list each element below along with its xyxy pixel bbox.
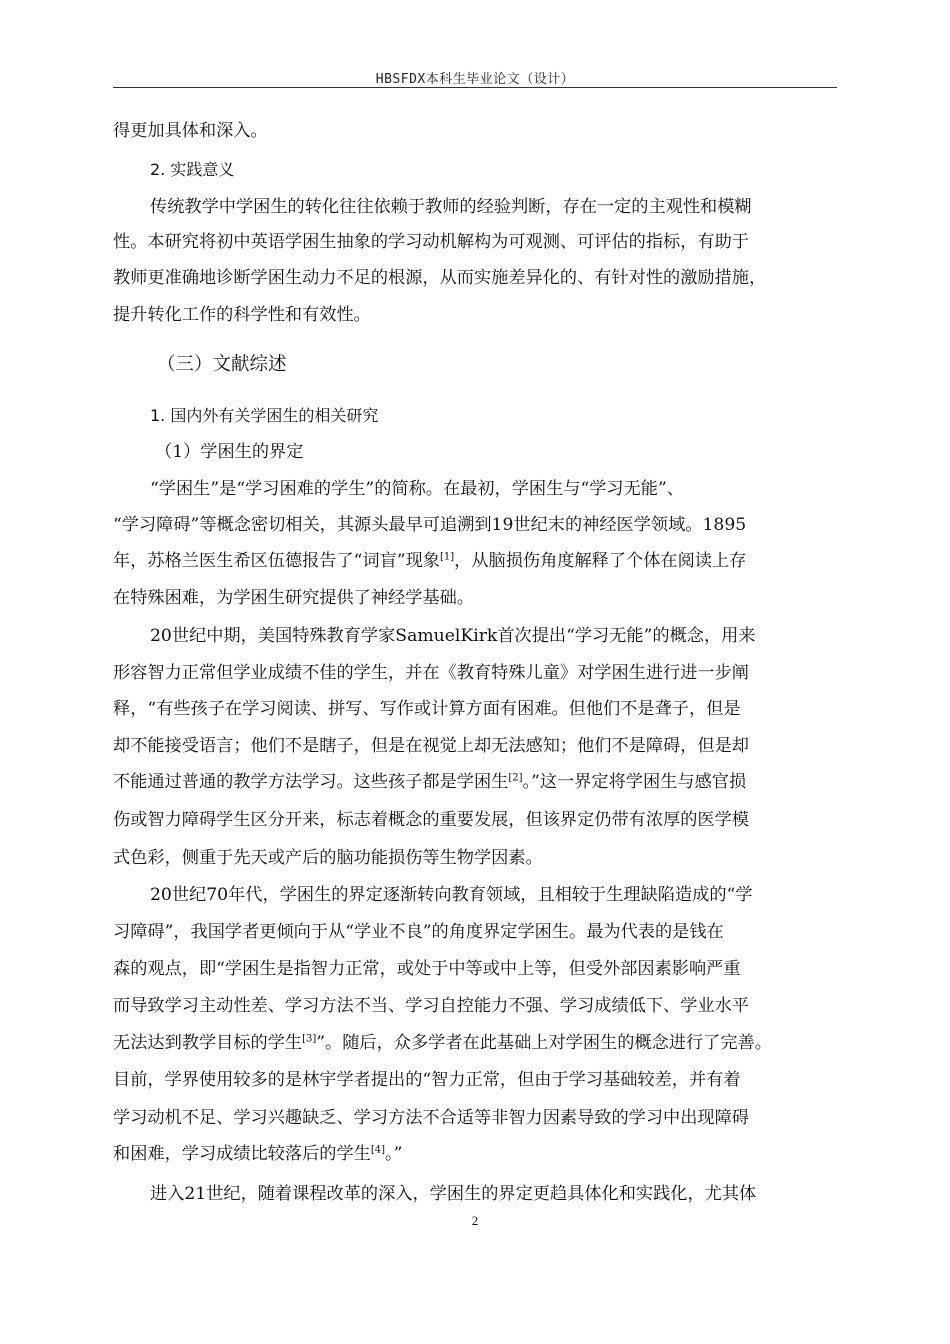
page-header: HBSFDX本科生毕业论文（设计） — [375, 72, 575, 87]
paragraph-line — [113, 770, 837, 794]
line-text: 不能通过普通的教学方法学习。这些孩子都是学困生 — [113, 772, 509, 792]
subsection-heading: 2. 实践意义 — [150, 160, 235, 179]
section-heading: （三）文献综述 — [157, 354, 287, 375]
paragraph-line: 而导致学习主动性差、学习方法不当、学习自控能力不强、学习成绩低下、学业水平 — [113, 996, 749, 1016]
paragraph-line: 20世纪中期，美国特殊教育学家SamuelKirk首次提出“学习无能”的概念，用来 — [150, 626, 756, 646]
paragraph-line: 习障碍”，我国学者更倾向于从“学业不良”的角度界定学困生。最为代表的是钱在 — [113, 922, 724, 942]
line-text: 年，苏格兰医生希区伍德报告了“词盲”现象 — [113, 551, 440, 571]
page-number: 2 — [471, 1213, 479, 1228]
paragraph-line: 森的观点，即“学困生是指智力正常，或处于中等或中上等，但受外部因素影响严重 — [113, 959, 741, 979]
line-text: 。” — [385, 1144, 403, 1164]
citation-marker: [3] — [302, 1033, 317, 1045]
paragraph-line: 却不能接受语言；他们不是瞎子，但是在视觉上却无法感知；他们不是障碍，但是却 — [113, 736, 749, 756]
paragraph-line: 在特殊困难，为学困生研究提供了神经学基础。 — [113, 588, 474, 608]
paragraph-line — [113, 1142, 837, 1166]
paragraph-line: 得更加具体和深入。 — [113, 121, 268, 141]
paragraph-line: 释，“有些孩子在学习阅读、拼写、写作或计算方面有困难。但他们不是聋子，但是 — [113, 699, 741, 719]
paragraph-line: 进入21世纪，随着课程改革的深入，学困生的界定更趋具体化和实践化，尤其体 — [150, 1184, 757, 1204]
paragraph-line: 传统教学中学困生的转化往往依赖于教师的经验判断，存在一定的主观性和模糊 — [150, 197, 752, 217]
paragraph-line: “学习障碍”等概念密切相关，其源头最早可追溯到19世纪末的神经医学领域。1895 — [113, 515, 747, 535]
citation-marker: [4] — [370, 1144, 385, 1156]
line-text: 无法达到教学目标的学生 — [113, 1033, 303, 1053]
paragraph-line — [113, 549, 837, 573]
paragraph-line — [113, 1031, 837, 1055]
paragraph-line: “学困生”是“学习困难的学生”的简称。在最初，学困生与“学习无能”、 — [150, 479, 684, 499]
paragraph-line: 教师更准确地诊断学困生动力不足的根源，从而实施差异化的、有针对性的激励措施， — [113, 268, 767, 288]
line-text: ，从脑损伤角度解释了个体在阅读上存 — [454, 551, 747, 571]
paragraph-line: 形容智力正常但学业成绩不佳的学生，并在《教育特殊儿童》对学困生进行进一步阐 — [113, 663, 749, 683]
paragraph-line: 提升转化工作的科学性和有效性。 — [113, 305, 371, 325]
paragraph-line: 式色彩，侧重于先天或产后的脑功能损伤等生物学因素。 — [113, 848, 543, 868]
paragraph-line: 伤或智力障碍学生区分开来，标志着概念的重要发展，但该界定仍带有浓厚的医学模 — [113, 810, 749, 830]
line-text: 。”这一界定将学困生与感官损 — [522, 772, 747, 792]
paragraph-line: 学习动机不足、学习兴趣缺乏、学习方法不合适等非智力因素导致的学习中出现障碍 — [113, 1108, 749, 1128]
citation-marker: [2] — [508, 772, 523, 784]
paragraph-line: 性。本研究将初中英语学困生抽象的学习动机解构为可观测、可评估的指标，有助于 — [113, 232, 749, 252]
sub-subsection-heading: （1）学困生的界定 — [155, 442, 304, 462]
citation-marker: [1] — [439, 551, 455, 563]
subsection-heading: 1. 国内外有关学困生的相关研究 — [150, 406, 379, 425]
line-text: ”。随后，众多学者在此基础上对学困生的概念进行了完善。 — [316, 1033, 772, 1053]
paragraph-line: 目前，学界使用较多的是林宇学者提出的“智力正常，但由于学习基础较差，并有着 — [113, 1070, 741, 1090]
header-rule — [113, 87, 837, 88]
line-text: 和困难，学习成绩比较落后的学生 — [113, 1144, 371, 1164]
paragraph-line: 20世纪70年代，学困生的界定逐渐转向教育领域，且相较于生理缺陷造成的“学 — [150, 885, 753, 905]
